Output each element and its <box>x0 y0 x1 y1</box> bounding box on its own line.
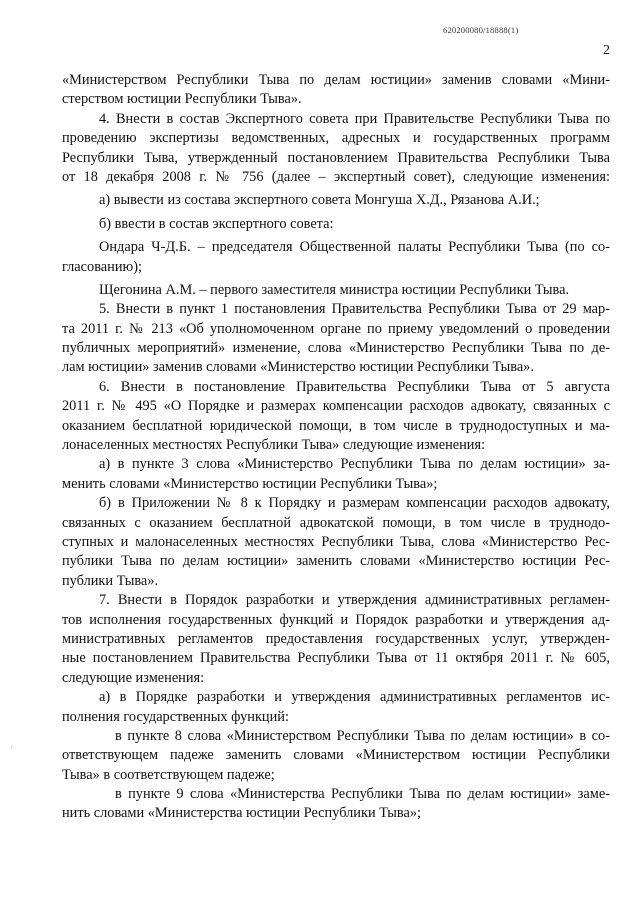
text-line: полнения государственных функций: <box>62 708 289 725</box>
text-line: Щегонина А.М. – первого заместителя министра юстиции Республики Тыва. <box>99 281 570 298</box>
text-line: проведению экспертизы ведомственных, адресных и государственных программ <box>62 130 610 147</box>
text-line: в пункте 8 слова «Министерством Республики Тыва по делам юстиции» в со- <box>115 727 610 744</box>
margin-mark: · <box>10 743 13 752</box>
text-line: связанных с оказанием бесплатной адвокатской помощи, в том числе в труднодо- <box>62 514 610 531</box>
text-line: публики Тыва по делам юстиции» заменить словами «Министерство юстиции Рес- <box>62 553 610 570</box>
text-line: б) в Приложении № 8 к Порядку и размерам компенсации расходов адвокату, <box>99 495 610 512</box>
text-line: ные постановлением Правительства Республики Тыва от 11 октября 2011 г. № 605, <box>62 650 610 667</box>
text-line: публичных мероприятий» изменение, слова «Министерство Республики Тыва по де- <box>62 340 610 357</box>
text-line: тов исполнения государственных функций и Порядок разработки и утверждения ад- <box>62 611 610 628</box>
text-line: 5. Внести в пункт 1 постановления Правительства Республики Тыва от 29 мар- <box>99 301 610 318</box>
text-line: оказанием бесплатной юридической помощи, в том числе в труднодоступных и ма- <box>62 417 610 434</box>
text-line: та 2011 г. № 213 «Об уполномоченном органе по приему уведомлений о проведении <box>62 320 610 337</box>
text-line: следующие изменения: <box>62 669 205 686</box>
text-line: ответствующем падеже заменить словами «Министерством юстиции Республики <box>62 747 610 764</box>
text-line: менить словами «Министерство юстиции Республики Тыва»; <box>62 475 438 492</box>
text-line: гласованию); <box>62 258 142 275</box>
text-line: лам юстиции» заменив словами «Министерство юстиции Республики Тыва». <box>62 359 534 376</box>
text-line: министративных регламентов предоставления государственных услуг, утвержден- <box>62 630 610 647</box>
text-line: 2011 г. № 495 «О Порядке и размерах компенсации расходов адвокату, связанных с <box>62 398 610 415</box>
text-line: Ондара Ч-Д.Б. – председателя Общественной палаты Республики Тыва (по со- <box>99 239 610 256</box>
text-line: стерством юстиции Республики Тыва». <box>62 91 302 108</box>
text-line: Республики Тыва, утвержденный постановлением Правительства Республики Тыва <box>62 149 610 166</box>
text-line: «Министерством Республики Тыва по делам юстиции» заменив словами «Мини- <box>62 72 610 88</box>
text-line: а) вывести из состава экспертного совета Монгуша Х.Д., Рязанова А.И.; <box>99 192 540 209</box>
text-line: Тыва» в соответствующем падеже; <box>62 766 275 783</box>
text-line: ступных и малонаселенных местностях Республики Тыва, слова «Министерство Рес- <box>62 533 610 550</box>
text-line: лонаселенных местностях Республики Тыва» следующие изменения: <box>62 437 486 454</box>
text-line: 4. Внести в состав Экспертного совета при Правительстве Республики Тыва по <box>99 110 610 127</box>
text-line: а) в пункте 3 слова «Министерство Республики Тыва по делам юстиции» за- <box>99 456 610 473</box>
text-line: 6. Внести в постановление Правительства Республики Тыва от 5 августа <box>99 378 610 395</box>
text-line: б) ввести в состав экспертного совета: <box>99 215 334 232</box>
text-line: от 18 декабря 2008 г. № 756 (далее – экспертный совет), следующие изменения: <box>62 168 610 185</box>
page-number: 2 <box>603 43 610 58</box>
text-line: а) в Порядке разработки и утверждения административных регламентов ис- <box>99 689 610 706</box>
text-line: в пункте 9 слова «Министерства Республики Тыва по делам юстиции» заме- <box>115 786 610 803</box>
document-body <box>62 71 610 824</box>
document-code: 620200080/18888(1) <box>443 25 519 35</box>
text-line: нить словами «Министерства юстиции Республики Тыва»; <box>62 805 422 822</box>
text-line: 7. Внести в Порядок разработки и утверждения административных регламен- <box>99 592 610 609</box>
text-line: публики Тыва». <box>62 572 159 589</box>
